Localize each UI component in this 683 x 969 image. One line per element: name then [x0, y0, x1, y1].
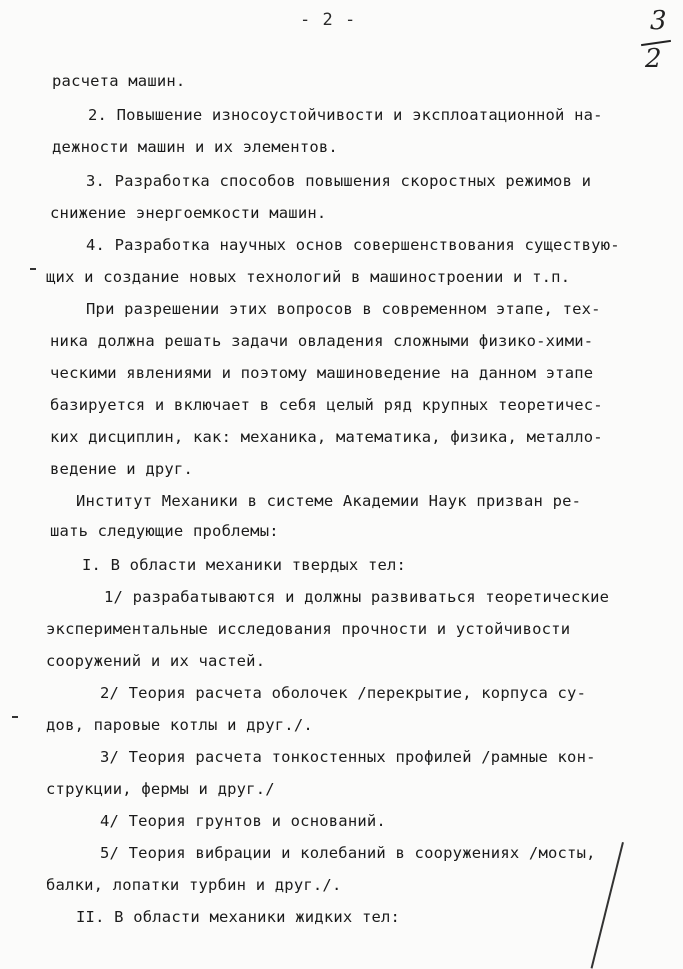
margin-tick	[12, 716, 18, 718]
text-line: снижение энергоемкости машин.	[50, 204, 327, 222]
text-line: расчета машин.	[52, 72, 186, 90]
text-line: базируется и включает в себя целый ряд крупных теоретичес-	[50, 396, 603, 414]
text-line: 4/ Теория грунтов и оснований.	[100, 812, 386, 830]
handwritten-page-mark-bottom: 2	[645, 44, 662, 74]
page-number: - 2 -	[300, 10, 357, 30]
text-line: ведение и друг.	[50, 460, 193, 478]
text-line: 1/ разрабатываются и должны развиваться теоретические	[104, 588, 610, 606]
text-line: щих и создание новых технологий в машиностроении и т.п.	[46, 268, 571, 286]
text-line: ника должна решать задачи овладения сложными физико-хими-	[50, 332, 594, 350]
text-line: дежности машин и их элементов.	[52, 138, 338, 156]
text-line: балки, лопатки турбин и друг./.	[46, 876, 342, 894]
text-line: сооружений и их частей.	[46, 652, 266, 670]
text-line: 5/ Теория вибрации и колебаний в сооружениях /мосты,	[100, 844, 596, 862]
text-line: ких дисциплин, как: механика, математика, физика, металло-	[50, 428, 603, 446]
text-line: 3/ Теория расчета тонкостенных профилей /рамные кон-	[100, 748, 596, 766]
text-line: 4. Разработка научных основ совершенствования существую-	[86, 236, 620, 254]
text-line: струкции, фермы и друг./	[46, 780, 275, 798]
section-heading: II. В области механики жидких тел:	[76, 908, 401, 926]
text-line: шать следующие проблемы:	[50, 522, 279, 540]
margin-tick	[30, 268, 36, 270]
handwritten-page-mark-top: 3	[650, 6, 667, 36]
text-line: 3. Разработка способов повышения скоростных режимов и	[86, 172, 592, 190]
section-heading: I. В области механики твердых тел:	[82, 556, 407, 574]
text-line: При разрешении этих вопросов в современном этапе, тех-	[86, 300, 601, 318]
text-line: дов, паровые котлы и друг./.	[46, 716, 313, 734]
text-line: экспериментальные исследования прочности и устойчивости	[46, 620, 571, 638]
text-line: ческими явлениями и поэтому машиноведение на данном этапе	[50, 364, 594, 382]
text-line: Институт Механики в системе Академии Наук призван ре-	[76, 492, 582, 510]
text-line: 2/ Теория расчета оболочек /перекрытие, корпуса су-	[100, 684, 587, 702]
text-line: 2. Повышение износоустойчивости и эксплоатационной на-	[88, 106, 603, 124]
